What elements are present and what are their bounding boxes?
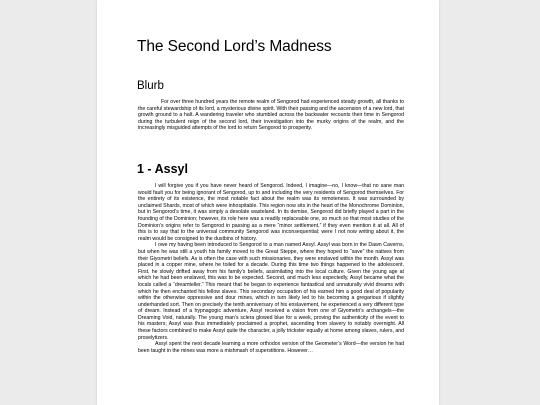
chapter-body: [138, 183, 404, 354]
blurb-heading: Blurb: [137, 80, 164, 92]
document-page: [97, 0, 439, 405]
chapter-paragraph: I owe my having been introduced to Sengorod to a man named Assyl. Assyl was born in the Dawn Caverns, but when he was still a youth his family moved to the Great Steppe, where they hoped to “save” the natives from their Giyometri beliefs. As is often the case with such missionaries, they were enslaved within the month. Assyl was placed in a copper mine, where he toiled for a decade. During this time two things happened to the adolescent. First, he slowly drifted away from his family’s beliefs, assimilating into the local culture. Given the young age at which he had been enslaved, this was to be expected. Second, and much less expectedly, Assyl became what the locals called a “dreamteller.” This meant that he began to experience fantastical and unnaturally vivid dreams with which he then enchanted his fellow slaves. This secondary occupation of his earned him a good deal of popularity within the otherwise oppressive and dour mines, which in turn likely led to his becoming a gregarious if slightly underhanded sort. Then on precisely the tenth anniversary of his enslavement, he experienced a very different type of dream. Instead of a hypnagogic adventure, Assyl received a vision from one of Giyometri’s archangels—the Dreaming Void, naturally. The young man’s sclera glowed blue for a week, proving the authenticity of the event to his masters; Assyl was thus immediately proclaimed a prophet, ascending from slavery to notably overnight. All these factors combined to make Assyl quite the character, a jolly trickster equally at home among slaves, rulers, and proselytizers.: [138, 242, 404, 341]
chapter-paragraph: I will forgive you if you have never heard of Sengorod. Indeed, I imagine—no, I know—that no sane man would fault you for being ignorant of Sengorod, up to and including the very residents of Sengorod themselves. For the entirety of its existence, the most notable fact about the realm was its remoteness. It was surrounded by unclaimed Shards, most of which were inhospitable. This region now sits in the heart of the Monochrome Dominion, but in Sengorod’s time, it was simply a desolate wasteland. In its demise, Sengorod did briefly played a part in the founding of the Dominion; however, its role here was a readily replaceable one, so much so that most studies of the Dominion’s origins refer to Sengorod in passing as a mere “minor settlement,” if they even mention it at all. All of this is to say that to the universal community Sengorod was inconsequential; were I not now writing about it, the realm would be consigned to the dustbins of history.: [138, 183, 404, 242]
blurb-text: For over three hundred years the remote realm of Sengorod had experienced steady growth, all thanks to the careful stewardship of its lord, a mysterious divine spirit. With their passing and the ascension of a new lord, that growth ground to a halt. A wandering traveler who stumbled across the backwater recounts their time in Sengorod during the turbulent reign of the second lord, their investigation into the murky origins of the realm, and the increasingly misguided attempts of the lord to return Sengorod to prosperity.: [138, 99, 404, 132]
document-title: The Second Lord’s Madness: [137, 38, 332, 55]
chapter-paragraph: Assyl spent the next decade learning a more orthodox version of the Geometer’s Word—the version he had been taught in the mines was more a mishmash of superstitions. However…: [138, 341, 404, 354]
chapter-heading: 1 - Assyl: [137, 162, 188, 176]
